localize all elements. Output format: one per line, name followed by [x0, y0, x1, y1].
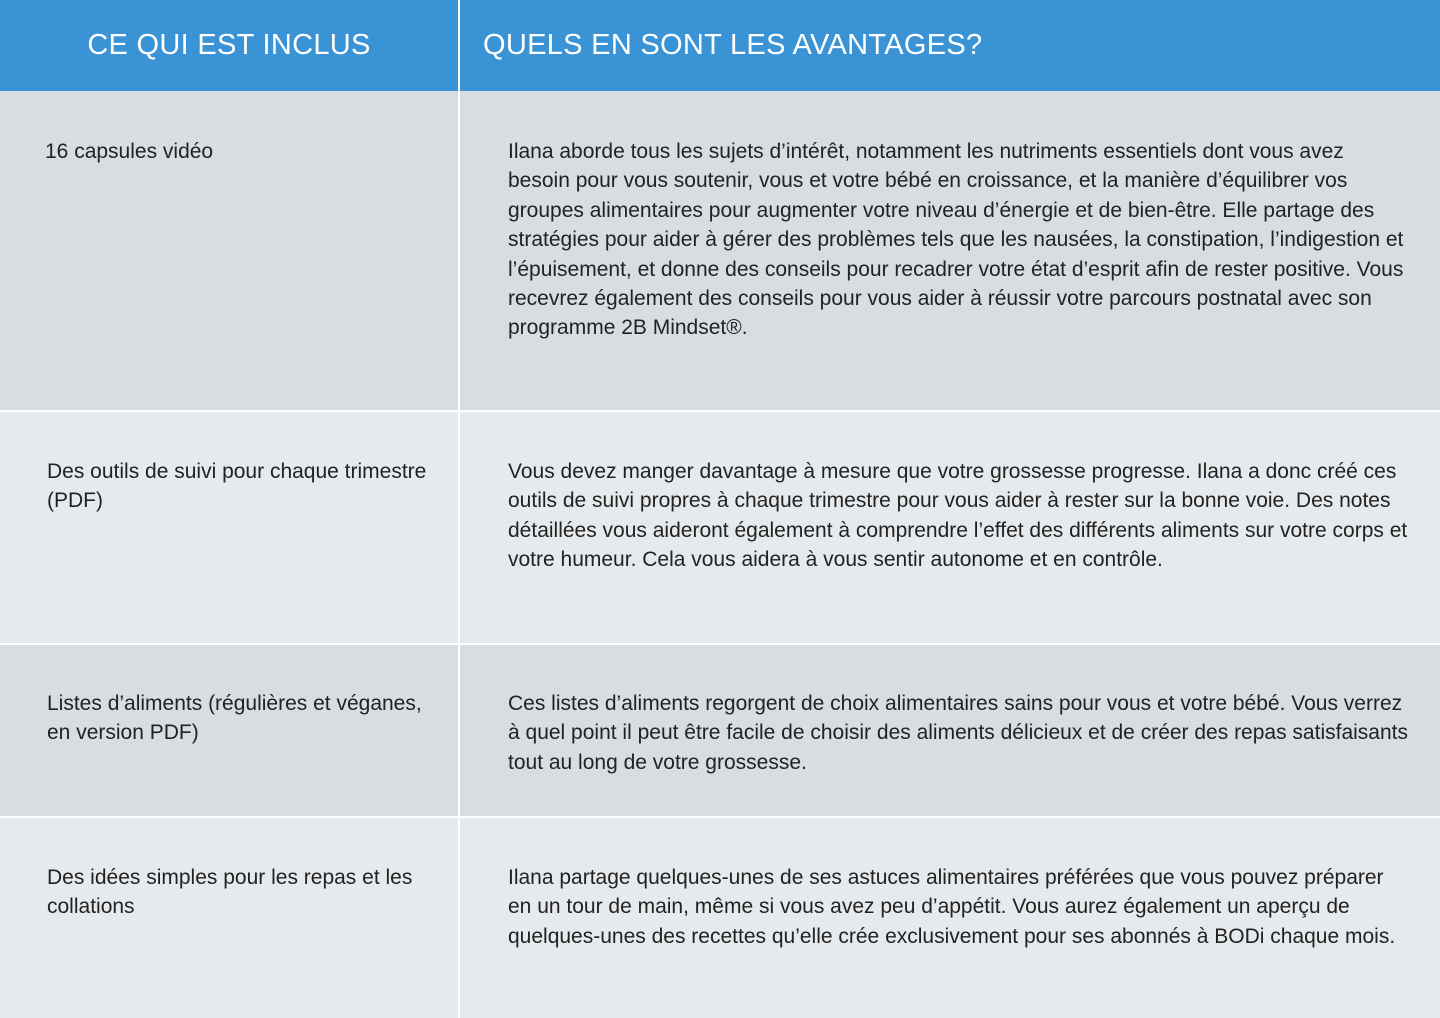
header-benefits: QUELS EN SONT LES AVANTAGES?: [483, 29, 983, 61]
table-row: [0, 412, 1440, 645]
row-benefit: Ilana partage quelques-unes de ses astuces alimentaires préférées que vous pouvez préparer en un tour de main, même si vous avez peu d’appétit. Vous aurez également un aperçu de quelques-unes des recettes qu’elle crée exclusivement pour ses abonnés à BODi chaque mois.: [508, 866, 1396, 948]
row-item: 16 capsules vidéo: [45, 140, 214, 163]
table-row: [0, 645, 1440, 818]
row-benefit: Ilana aborde tous les sujets d’intérêt, notamment les nutriments essentiels dont vous avez besoin pour vous soutenir, vous et votre bébé en croissance, et la manière d’équilibrer vos groupes alimentaires pour augmenter votre niveau d’énergie et de bien-être. Elle partage des stratégies pour aider à gérer des problèmes tels que les nausées, la constipation, l’indigestion et l’épuisement, et donne des conseils pour recadrer votre état d’esprit afin de rester positive. Vous recevrez également des conseils pour vous aider à réussir votre parcours postnatal avec son programme 2B Mindset®.: [508, 140, 1404, 340]
table-header: [0, 0, 1440, 91]
column-divider: [458, 645, 460, 818]
column-divider: [458, 818, 460, 1018]
row-item: Listes d’aliments (régulières et véganes, en version PDF): [47, 692, 422, 745]
row-benefit: Ces listes d’aliments regorgent de choix alimentaires sains pour vous et votre bébé. Vous verrez à quel point il peut être facile de choisir des aliments délicieux et de créer des repas satisfaisants tout au long de votre grossesse.: [508, 692, 1408, 774]
table-row: [0, 91, 1440, 412]
table-row: [0, 818, 1440, 1018]
row-benefit: Vous devez manger davantage à mesure que votre grossesse progresse. Ilana a donc créé ces outils de suivi propres à chaque trimestre pour vous aider à rester sur la bonne voie. Des notes détaillées vous aideront également à comprendre l’effet des différents aliments sur votre corps et votre humeur. Cela vous aidera à vous sentir autonome et en contrôle.: [508, 460, 1408, 572]
header-included: CE QUI EST INCLUS: [87, 29, 371, 61]
column-divider: [458, 91, 460, 412]
column-divider: [458, 412, 460, 645]
row-item: Des outils de suivi pour chaque trimestre (PDF): [47, 460, 427, 513]
row-item: Des idées simples pour les repas et les collations: [47, 866, 413, 919]
